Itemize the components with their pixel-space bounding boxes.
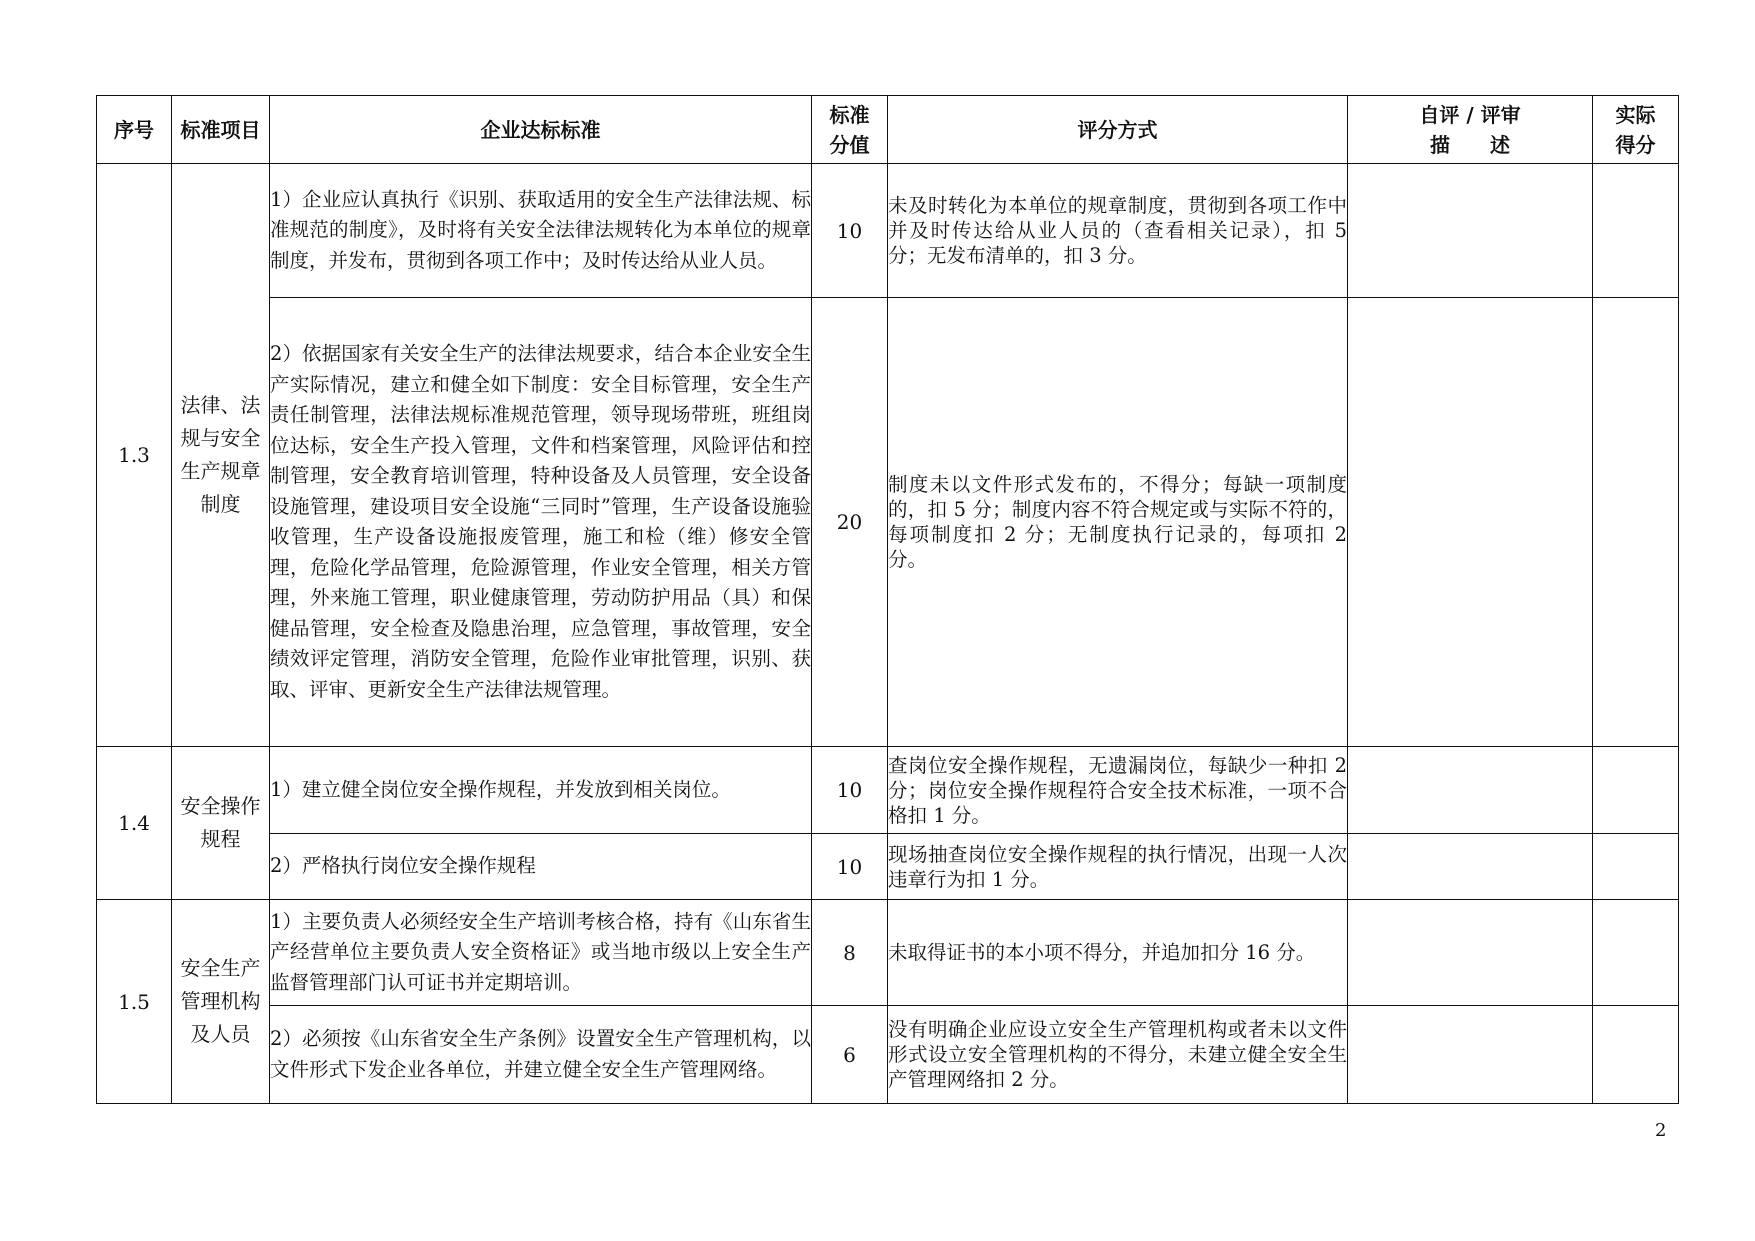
- row-item: 法律、法规与安全生产规章制度: [172, 164, 270, 747]
- row-value: 6: [812, 1006, 888, 1104]
- header-review: [1348, 96, 1593, 164]
- header-standard: 企业达标标准: [270, 96, 812, 164]
- row-item: 安全操作规程: [172, 747, 270, 900]
- review-cell[interactable]: [1348, 164, 1593, 298]
- table-row: [97, 747, 1679, 834]
- row-method: 未取得证书的本小项不得分，并追加扣分 16 分。: [888, 900, 1348, 1006]
- row-seq: 1.4: [97, 747, 172, 900]
- row-standard: 2）依据国家有关安全生产的法律法规要求，结合本企业安全生产实际情况，建立和健全如下制度：安全目标管理，安全生产责任制管理，法律法规标准规范管理，领导现场带班，班组岗位达标，安全生产投入管理，文件和档案管理，风险评估和控制管理，安全教育培训管理，特种设备及人员管理，安全设备设施管理，建设项目安全设施“三同时”管理，生产设备设施验收管理，生产设备设施报废管理，施工和检（维）修安全管理，危险化学品管理，危险源管理，作业安全管理，相关方管理，外来施工管理，职业健康管理，劳动防护用品（具）和保健品管理，安全检查及隐患治理，应急管理，事故管理，安全绩效评定管理，消防安全管理，危险作业审批管理，识别、获取、评审、更新安全生产法律法规管理。: [270, 298, 812, 747]
- row-value: 10: [812, 834, 888, 900]
- review-cell[interactable]: [1348, 747, 1593, 834]
- header-value-line2: 分值: [829, 132, 870, 157]
- row-seq: 1.3: [97, 164, 172, 747]
- header-value-line1: 标准: [829, 102, 870, 127]
- row-standard: 2）必须按《山东省安全生产条例》设置安全生产管理机构，以文件形式下发企业各单位，并建立健全安全生产管理网络。: [270, 1006, 812, 1104]
- header-row: [97, 96, 1679, 164]
- review-cell[interactable]: [1348, 1006, 1593, 1104]
- header-value: [812, 96, 888, 164]
- standards-table: [96, 95, 1679, 1104]
- score-cell[interactable]: [1593, 298, 1679, 747]
- header-seq: 序号: [97, 96, 172, 164]
- header-score: [1593, 96, 1679, 164]
- header-review-line1: 自评 / 评审: [1419, 102, 1521, 127]
- table-row: [97, 164, 1679, 298]
- table-row: [97, 834, 1679, 900]
- row-standard: 2）严格执行岗位安全操作规程: [270, 834, 812, 900]
- row-method: 制度未以文件形式发布的，不得分；每缺一项制度的，扣 5 分；制度内容不符合规定或与实际不符的，每项制度扣 2 分；无制度执行记录的，每项扣 2 分。: [888, 298, 1348, 747]
- row-method: 查岗位安全操作规程，无遗漏岗位，每缺少一种扣 2 分；岗位安全操作规程符合安全技术标准，一项不合格扣 1 分。: [888, 747, 1348, 834]
- row-item: 安全生产管理机构及人员: [172, 900, 270, 1104]
- score-cell[interactable]: [1593, 1006, 1679, 1104]
- header-item: 标准项目: [172, 96, 270, 164]
- row-standard: 1）企业应认真执行《识别、获取适用的安全生产法律法规、标准规范的制度》，及时将有关安全法律法规转化为本单位的规章制度，并发布，贯彻到各项工作中；及时传达给从业人员。: [270, 164, 812, 298]
- table-row: [97, 298, 1679, 747]
- row-standard: 1）建立健全岗位安全操作规程，并发放到相关岗位。: [270, 747, 812, 834]
- row-method: 未及时转化为本单位的规章制度，贯彻到各项工作中并及时传达给从业人员的（查看相关记录），扣 5 分；无发布清单的，扣 3 分。: [888, 164, 1348, 298]
- score-cell[interactable]: [1593, 900, 1679, 1006]
- page-number: 2: [1655, 1120, 1667, 1141]
- row-value: 20: [812, 298, 888, 747]
- score-cell[interactable]: [1593, 834, 1679, 900]
- review-cell[interactable]: [1348, 298, 1593, 747]
- header-score-line2: 得分: [1615, 132, 1656, 157]
- row-method: 现场抽查岗位安全操作规程的执行情况，出现一人次违章行为扣 1 分。: [888, 834, 1348, 900]
- row-seq: 1.5: [97, 900, 172, 1104]
- row-value: 8: [812, 900, 888, 1006]
- row-value: 10: [812, 747, 888, 834]
- header-method: 评分方式: [888, 96, 1348, 164]
- score-cell[interactable]: [1593, 164, 1679, 298]
- row-value: 10: [812, 164, 888, 298]
- header-score-line1: 实际: [1615, 102, 1656, 127]
- table-row: [97, 1006, 1679, 1104]
- table-row: [97, 900, 1679, 1006]
- review-cell[interactable]: [1348, 900, 1593, 1006]
- header-review-line2: 描 述: [1430, 132, 1510, 157]
- row-standard: 1）主要负责人必须经安全生产培训考核合格，持有《山东省生产经营单位主要负责人安全资格证》或当地市级以上安全生产监督管理部门认可证书并定期培训。: [270, 900, 812, 1006]
- review-cell[interactable]: [1348, 834, 1593, 900]
- score-cell[interactable]: [1593, 747, 1679, 834]
- row-method: 没有明确企业应设立安全生产管理机构或者未以文件形式设立安全管理机构的不得分，未建立健全安全生产管理网络扣 2 分。: [888, 1006, 1348, 1104]
